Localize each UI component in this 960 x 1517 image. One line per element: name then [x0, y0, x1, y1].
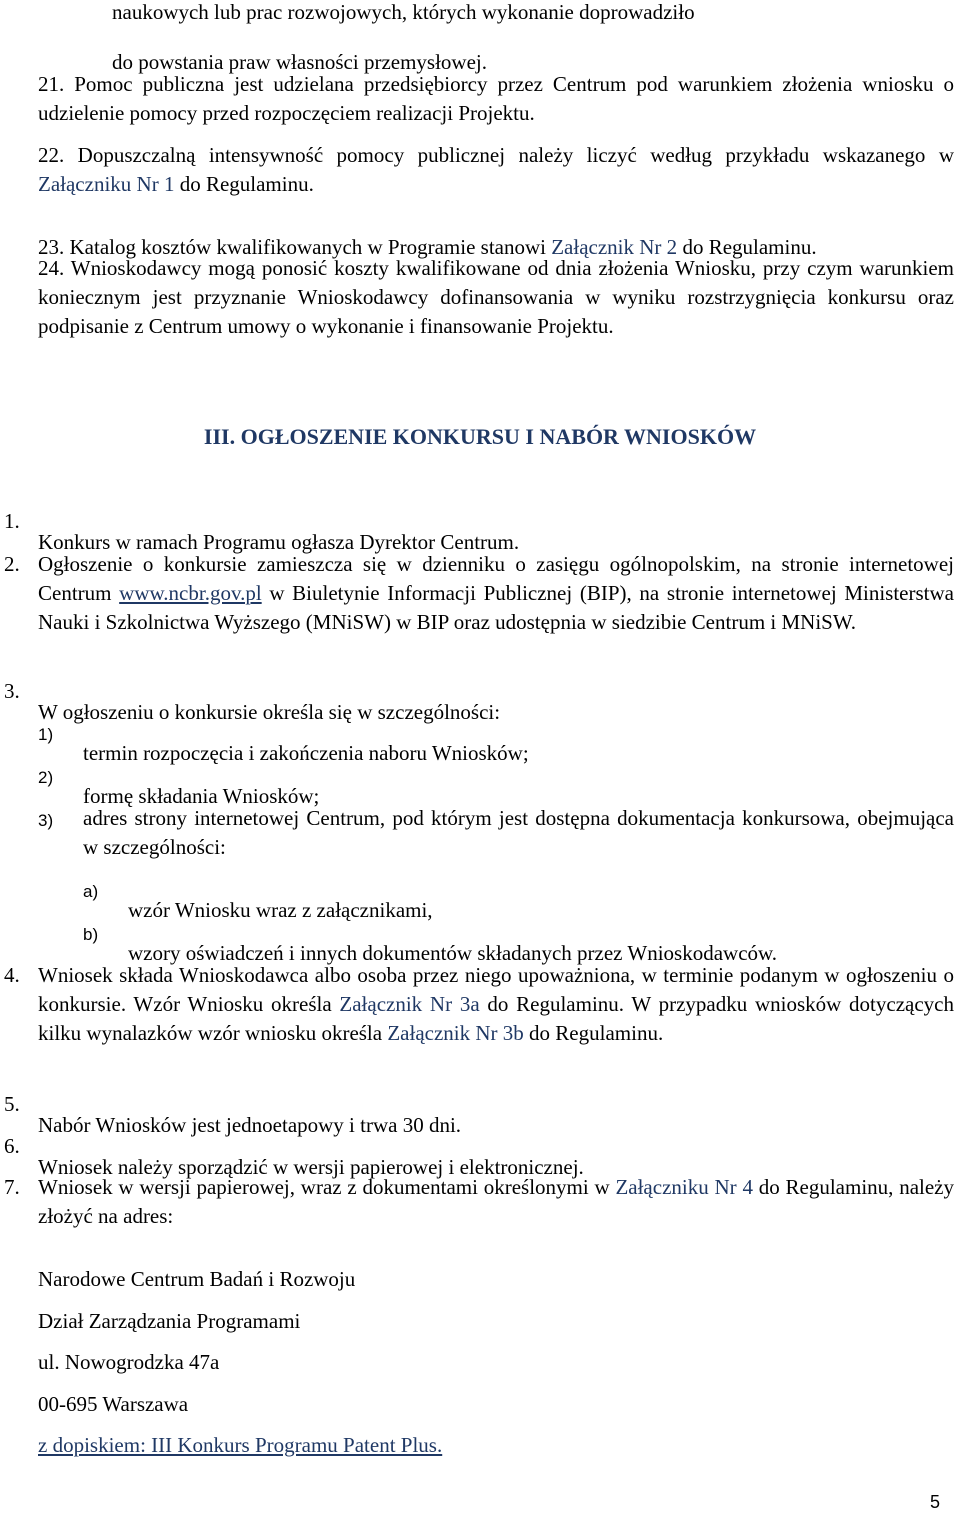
list-item-2-text: Ogłoszenie o konkursie zamieszcza się w dzienniku o zasięgu ogólnopolskim, na stronie internetowej Centrum: [38, 552, 954, 605]
sublist-item-a: wzór Wniosku wraz z załącznikami,: [128, 898, 433, 922]
sublist-number-1: 1): [38, 725, 54, 744]
item-22: [38, 141, 954, 199]
address-line-3: ul. Nowogrodzka 47a: [38, 1350, 220, 1374]
list-item-3: W ogłoszeniu o konkursie określa się w szczególności:: [38, 700, 501, 724]
list-number-3: 3.: [4, 679, 20, 703]
list-item-7: [38, 1173, 954, 1231]
list-number-2: 2.: [4, 552, 20, 576]
continued-text-line-1: naukowych lub prac rozwojowych, których wykonanie doprowadziło: [112, 0, 695, 24]
item-22-text: 22. Dopuszczalną intensywność pomocy publicznej należy liczyć według przykładu wskazanego w: [38, 143, 954, 167]
attachment-3b-ref: Załącznik Nr 3b: [387, 1021, 524, 1045]
list-item-4-text-mid: do Regulaminu. W przypadku wniosków dotyczących kilku wynalazków wzór wniosku określa: [38, 992, 955, 1045]
item-22-text-end: do Regulaminu.: [174, 172, 314, 196]
address-note: z dopiskiem: III Konkurs Programu Patent Plus.: [38, 1433, 443, 1457]
address-line-2: Dział Zarządzania Programami: [38, 1309, 301, 1333]
item-23-text-end: do Regulaminu.: [677, 235, 817, 259]
continued-text-line-2: do powstania praw własności przemysłowej.: [112, 50, 487, 74]
address-line-1: Narodowe Centrum Badań i Rozwoju: [38, 1267, 356, 1291]
list-item-6: Wniosek należy sporządzić w wersji papierowej i elektronicznej.: [38, 1155, 584, 1179]
sublist-letter-a: a): [83, 882, 99, 901]
page-number: 5: [929, 1492, 940, 1512]
list-item-1: Konkurs w ramach Programu ogłasza Dyrektor Centrum.: [38, 530, 520, 554]
item-23-text: 23. Katalog kosztów kwalifikowanych w Programie stanowi: [38, 235, 552, 259]
ncbr-website-link[interactable]: www.ncbr.gov.pl: [119, 581, 262, 605]
attachment-3a-ref: Załącznik Nr 3a: [339, 992, 480, 1016]
list-number-6: 6.: [4, 1134, 20, 1158]
list-item-4: [38, 961, 954, 1048]
list-item-4-text-end: do Regulaminu.: [523, 1021, 664, 1045]
list-item-2: [38, 550, 954, 637]
sublist-number-2: 2): [38, 768, 54, 787]
list-number-4: 4.: [4, 963, 20, 987]
item-21: 21. Pomoc publiczna jest udzielana przedsiębiorcy przez Centrum pod warunkiem złożenia wniosku o udzielenie pomocy przed rozpoczęciem realizacji Projektu.: [38, 72, 954, 125]
list-number-5: 5.: [4, 1092, 20, 1116]
list-number-7: 7.: [4, 1175, 20, 1199]
sublist-letter-b: b): [83, 925, 99, 944]
address-line-4: 00-695 Warszawa: [38, 1392, 189, 1416]
list-item-7-text: Wniosek w wersji papierowej, wraz z dokumentami określonymi w: [38, 1175, 616, 1199]
list-number-1: 1.: [4, 509, 20, 533]
list-item-7-text-end: do Regulaminu, należy złożyć na adres:: [38, 1175, 954, 1228]
attachment-2-ref: Załącznik Nr 2: [551, 235, 678, 259]
attachment-4-ref: Załączniku Nr 4: [615, 1175, 753, 1199]
list-item-4-text: Wniosek składa Wnioskodawca albo osoba przez niego upoważniona, w terminie podanym w ogłoszeniu o konkursie. Wzór Wniosku określa: [38, 963, 954, 1016]
sublist-number-3: 3): [38, 811, 54, 830]
sublist-item-b: wzory oświadczeń i innych dokumentów składanych przez Wnioskodawców.: [128, 941, 778, 965]
section-heading: III. OGŁOSZENIE KONKURSU I NABÓR WNIOSKÓW: [203, 424, 757, 449]
list-item-2-text-end: w Biuletynie Informacji Publicznej (BIP), na stronie internetowej Ministerstwa Nauki i Szkolnictwa Wyższego (MNiSW) w BIP oraz udostępnia w siedzibie Centrum i MNiSW.: [38, 581, 954, 634]
attachment-1-ref: Załączniku Nr 1: [38, 172, 175, 196]
sublist-item-3: adres strony internetowej Centrum, pod którym jest dostępna dokumentacja konkursowa, obejmująca w szczególności:: [83, 806, 954, 859]
item-24: 24. Wnioskodawcy mogą ponosić koszty kwalifikowane od dnia złożenia Wniosku, przy czym warunkiem koniecznym jest przyznanie Wnioskodawcy dofinansowania w wyniku rozstrzygnięcia konkursu oraz podpisanie z Centrum umowy o wykonanie i finansowanie Projektu.: [38, 256, 954, 338]
sublist-item-1: termin rozpoczęcia i zakończenia naboru Wniosków;: [83, 741, 529, 765]
list-item-5: Nabór Wniosków jest jednoetapowy i trwa 30 dni.: [38, 1113, 462, 1137]
sublist-item-2: formę składania Wniosków;: [83, 784, 320, 808]
